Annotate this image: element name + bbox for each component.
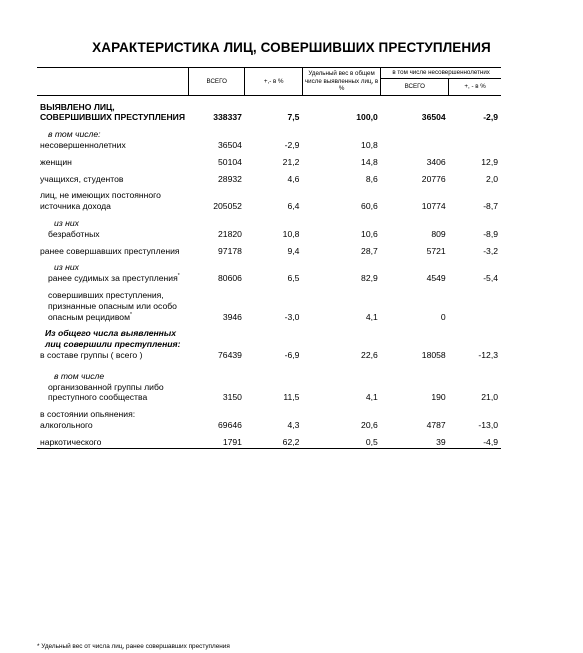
cell-minors-change: -8,9 — [483, 228, 498, 239]
cell-share: 0,5 — [302, 431, 380, 448]
cell-change: 4,6 — [287, 173, 300, 184]
footnote-mark: * — [177, 273, 180, 280]
cell-total: 36504 — [218, 139, 242, 150]
row-label: ВЫЯВЛЕНО ЛИЦ, СОВЕРШИВШИХ ПРЕСТУПЛЕНИЯ — [40, 101, 186, 123]
footnote-mark: * — [129, 311, 132, 318]
cell-total: 69646 — [218, 419, 242, 430]
table-row — [37, 229, 501, 240]
cell-total: 338337 — [213, 112, 242, 123]
cell-change: -3,0 — [284, 311, 300, 322]
cell-total: 50104 — [218, 156, 242, 167]
cell-minors-total: 190 — [431, 392, 446, 403]
row-label: в том числе: — [48, 129, 101, 140]
table-row — [37, 382, 501, 404]
cell-minors-total: 3406 — [426, 156, 446, 167]
cell-share: 4,1 — [365, 392, 378, 403]
cell-change: -2,9 — [284, 139, 300, 150]
row-label: наркотического — [37, 431, 189, 448]
cell-minors-change: -12,3 — [478, 349, 498, 360]
cell-share: 28,7 — [361, 245, 378, 256]
cell-total: 3946 — [222, 311, 242, 322]
cell-change: 11,5 — [283, 392, 300, 403]
cell-change: 21,2 — [282, 156, 300, 167]
cell-minors-total: 36504 — [421, 112, 446, 123]
cell-total: 80606 — [218, 273, 242, 284]
page-title: ХАРАКТЕРИСТИКА ЛИЦ, СОВЕРШИВШИХ ПРЕСТУПЛЕНИЯ — [92, 40, 491, 55]
row-label: в том числе — [54, 370, 105, 381]
cell-change: 9,4 — [287, 245, 300, 256]
cell-share: 22,6 — [361, 349, 378, 360]
row-label: лиц, не имеющих постоянного источника дохода — [40, 190, 161, 212]
cell-total: 3150 — [222, 392, 242, 403]
header-change: +,- в % — [245, 68, 302, 96]
cell-minors-total: 5721 — [426, 245, 446, 256]
cell-minors-total: 39 — [381, 431, 449, 448]
row-label: Из общего числа выявленных лиц совершили преступления: — [45, 328, 181, 350]
table-row — [37, 403, 501, 420]
header-minors-group: в том числе несовершеннолетних — [381, 68, 501, 79]
cell-minors-total: 0 — [440, 311, 446, 322]
table-row — [37, 168, 501, 185]
cell-change: 4,3 — [287, 419, 300, 430]
table-row — [37, 212, 501, 229]
cell-share: 4,1 — [365, 311, 378, 322]
row-label — [37, 273, 189, 284]
cell-minors-total: 20776 — [421, 173, 446, 184]
row-label — [37, 284, 189, 322]
table-row — [37, 273, 501, 284]
table-row — [37, 361, 501, 382]
table-row — [37, 140, 501, 151]
row-label: учащихся, студентов — [40, 173, 124, 184]
cell-minors-total: 4787 — [426, 419, 446, 430]
row-label: ранее совершавших преступления — [40, 245, 180, 256]
table-row — [37, 322, 501, 350]
cell-minors-change: 2,0 — [486, 173, 498, 184]
cell-share: 60,6 — [361, 201, 378, 212]
table-row — [37, 240, 501, 257]
table-row — [37, 95, 501, 123]
cell-total: 205052 — [213, 201, 242, 212]
cell-total: 21820 — [218, 228, 242, 239]
cell-minors-total: 18058 — [421, 349, 446, 360]
cell-minors-change: -8,7 — [483, 201, 498, 212]
table-row — [37, 123, 501, 140]
table-row — [37, 256, 501, 273]
cell-minors-total: 10774 — [421, 201, 446, 212]
cell-minors-change: -5,4 — [483, 273, 498, 284]
row-label: из них — [54, 262, 79, 273]
header-label-cell — [37, 68, 189, 96]
row-label-text: совершивших преступления, признанные опасным или особо опасным рецидивом — [48, 289, 177, 322]
criminals-table — [37, 67, 501, 449]
cell-change: -6,9 — [284, 349, 300, 360]
row-label: безработных — [48, 228, 100, 239]
cell-share: 10,6 — [361, 228, 378, 239]
row-label: алкогольного — [40, 419, 93, 430]
row-label: в состоянии опьянения: — [40, 409, 136, 420]
table-row — [37, 350, 501, 361]
cell-minors-change — [449, 284, 501, 322]
cell-minors-change: -13,0 — [478, 419, 498, 430]
cell-total: 76439 — [218, 349, 242, 360]
cell-share: 8,6 — [365, 173, 378, 184]
header-share: Удельный вес в общем числе выявленных лиц, в % — [302, 68, 380, 96]
table-row — [37, 184, 501, 212]
cell-share: 20,6 — [361, 419, 378, 430]
cell-minors-change — [449, 140, 501, 151]
cell-minors-change: -3,2 — [483, 245, 498, 256]
cell-total: 1791 — [189, 431, 245, 448]
cell-share: 100,0 — [356, 112, 378, 123]
table-row — [37, 420, 501, 431]
table-row — [37, 284, 501, 322]
cell-change: 6,4 — [287, 201, 300, 212]
header-total: ВСЕГО — [189, 68, 245, 96]
cell-minors-change: 12,9 — [481, 156, 498, 167]
row-label: из них — [54, 217, 79, 228]
cell-total: 97178 — [218, 245, 242, 256]
cell-minors-change: -2,9 — [483, 112, 498, 123]
row-label: несовершеннолетних — [40, 139, 126, 150]
table-row — [37, 151, 501, 168]
cell-minors-total: 4549 — [426, 273, 446, 284]
cell-change: 7,5 — [287, 112, 300, 123]
cell-total: 28932 — [218, 173, 242, 184]
table-row — [37, 431, 501, 448]
cell-minors-total: 809 — [431, 228, 446, 239]
header-minors-change: +, - в % — [449, 78, 501, 95]
cell-share: 82,9 — [361, 273, 378, 284]
cell-share: 14,8 — [361, 156, 378, 167]
cell-minors-total — [381, 140, 449, 151]
row-label: женщин — [40, 156, 72, 167]
cell-change: 62,2 — [245, 431, 302, 448]
cell-minors-change: -4,9 — [449, 431, 501, 448]
row-label: в составе группы ( всего ) — [40, 349, 143, 360]
row-label: организованной группы либо преступного сообщества — [48, 381, 164, 403]
cell-share: 10,8 — [361, 139, 378, 150]
cell-change: 10,8 — [282, 228, 300, 239]
cell-change: 6,5 — [287, 273, 300, 284]
header-minors-total: ВСЕГО — [381, 78, 449, 95]
row-label-text: ранее судимых за преступления — [48, 273, 178, 284]
footnote: * Удельный вес от числа лиц, ранее совершавших преступления — [37, 643, 230, 650]
cell-minors-change: 21,0 — [481, 392, 498, 403]
